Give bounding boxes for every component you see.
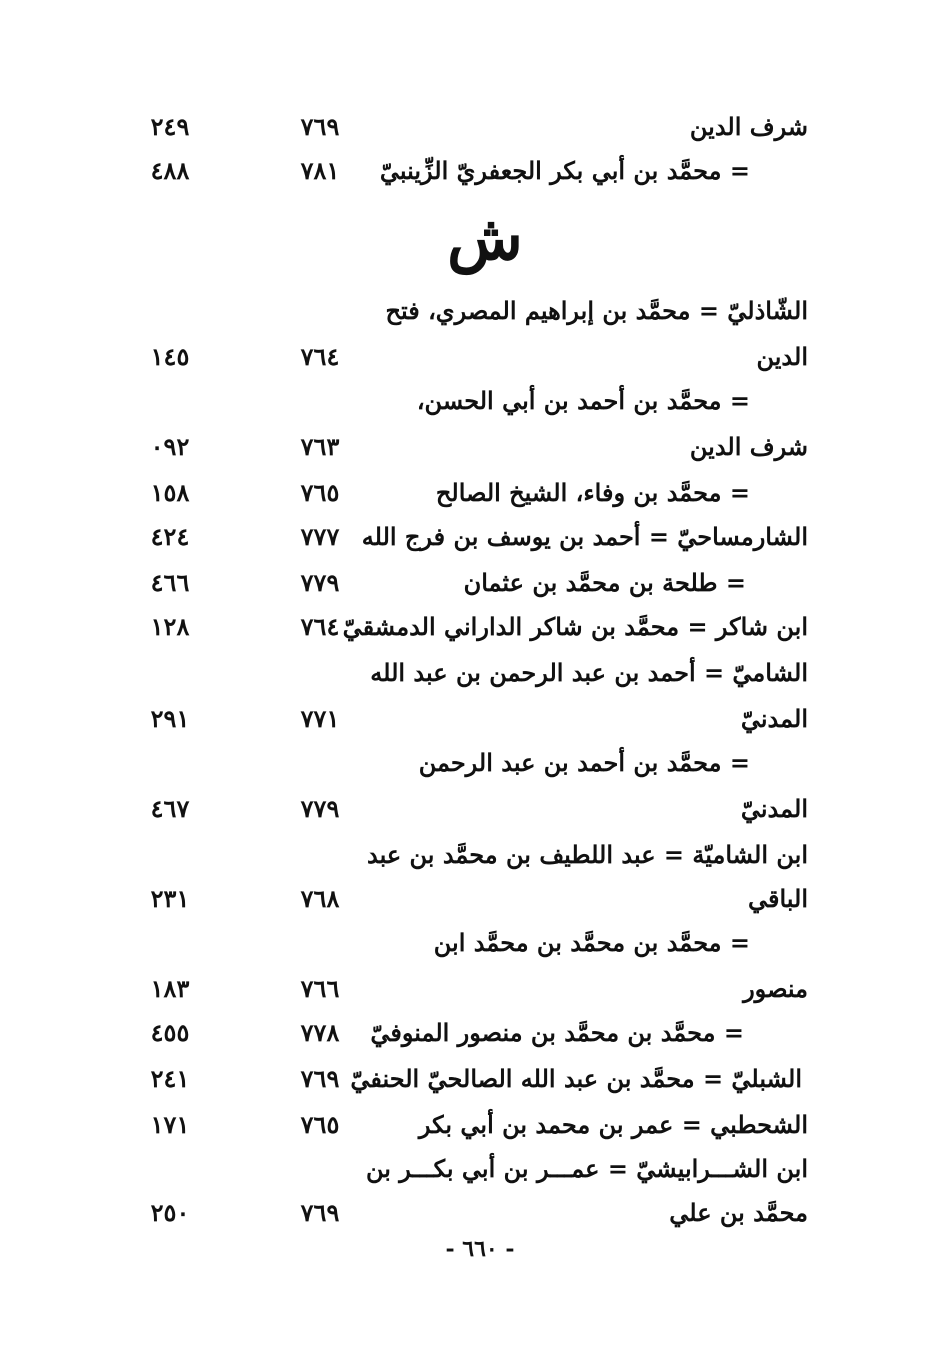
entry-name: = محمَّد بن أحمد بن أبي الحسن، bbox=[416, 386, 750, 415]
entry-name: ابن شاكر = محمَّد بن شاكر الداراني الدمشقيّ bbox=[342, 612, 808, 641]
index-row bbox=[0, 878, 942, 922]
entry-name: = محمَّد بن محمَّد بن محمَّد ابن bbox=[433, 928, 750, 957]
entry-year: ٧٧٧ bbox=[300, 522, 340, 551]
entry-year: ٧٧٨ bbox=[300, 1018, 340, 1047]
entry-name: = طلحة بن محمَّد بن عثمان bbox=[463, 568, 746, 597]
index-row bbox=[0, 834, 942, 878]
entry-year: ٧٧٩ bbox=[300, 794, 340, 823]
index-row bbox=[0, 698, 942, 742]
entry-name: الدين bbox=[756, 342, 808, 371]
entry-number: ١٧١ bbox=[150, 1110, 190, 1139]
entry-number: ٤٨٨ bbox=[150, 156, 190, 185]
entry-year: ٧٦٥ bbox=[300, 1110, 340, 1139]
index-row bbox=[0, 1012, 942, 1056]
index-row bbox=[0, 426, 942, 470]
entry-year: ٧٦٥ bbox=[300, 478, 340, 507]
entry-year: ٧٦٨ bbox=[300, 884, 340, 913]
entry-number: ٢٣١ bbox=[150, 884, 190, 913]
entry-name: الشحطبي = عمر بن محمد بن أبي بكر bbox=[418, 1110, 808, 1139]
entry-number: ٢٩١ bbox=[150, 704, 190, 733]
entry-name: شرف الدين bbox=[689, 112, 808, 141]
section-letter: ش bbox=[447, 201, 523, 274]
index-row bbox=[0, 922, 942, 966]
entry-name: الشّاذليّ = محمَّد بن إبراهيم المصري، فتح bbox=[385, 296, 808, 325]
entry-name: المدنيّ bbox=[740, 704, 808, 733]
index-row bbox=[0, 1104, 942, 1148]
entry-name: الشبليّ = محمَّد بن عبد الله الصالحيّ الحنفيّ bbox=[350, 1064, 802, 1093]
entry-number: ٤٦٦ bbox=[150, 568, 190, 597]
entry-name: منصور bbox=[743, 974, 808, 1003]
index-row bbox=[0, 106, 942, 150]
entry-year: ٧٦٦ bbox=[300, 974, 340, 1003]
entry-year: ٧٦٩ bbox=[300, 112, 340, 141]
index-row bbox=[0, 150, 942, 194]
entry-name: شرف الدين bbox=[689, 432, 808, 461]
entry-name: ابن الشـــرابيشيّ = عمـــر بن أبي بكـــر بن bbox=[366, 1154, 808, 1183]
entry-name: = محمَّد بن أبي بكر الجعفريّ الزِّينبيّ bbox=[379, 156, 750, 185]
index-row bbox=[0, 652, 942, 696]
entry-number: ١٨٣ bbox=[150, 974, 190, 1003]
entry-name: المدنيّ bbox=[740, 794, 808, 823]
entry-name: الباقي bbox=[747, 884, 808, 913]
entry-name: = محمَّد بن محمَّد بن منصور المنوفيّ bbox=[370, 1018, 744, 1047]
index-row bbox=[0, 788, 942, 832]
index-row bbox=[0, 742, 942, 786]
index-row bbox=[0, 1192, 942, 1236]
entry-number: ١٥٨ bbox=[150, 478, 190, 507]
index-row bbox=[0, 290, 942, 334]
entry-number: ٤٦٧ bbox=[150, 794, 190, 823]
entry-name: الشاميّ = أحمد بن عبد الرحمن بن عبد الله bbox=[370, 658, 808, 687]
entry-year: ٧٦٤ bbox=[300, 612, 340, 641]
index-row bbox=[0, 1148, 942, 1192]
index-row bbox=[0, 606, 942, 650]
entry-number: ١٤٥ bbox=[150, 342, 190, 371]
entry-year: ٧٨١ bbox=[300, 156, 340, 185]
page-number: - ٦٦٠ - bbox=[445, 1236, 515, 1262]
entry-number: ٤٢٤ bbox=[150, 522, 190, 551]
entry-name: = محمَّد بن وفاء، الشيخ الصالح bbox=[435, 478, 750, 507]
index-row bbox=[0, 562, 942, 606]
entry-number: ٤٥٥ bbox=[150, 1018, 190, 1047]
index-row bbox=[0, 336, 942, 380]
entry-year: ٧٧٩ bbox=[300, 568, 340, 597]
entry-name: محمَّد بن علي bbox=[669, 1198, 808, 1227]
entry-number: ١٢٨ bbox=[150, 612, 190, 641]
entry-year: ٧٦٩ bbox=[300, 1064, 340, 1093]
entry-number: ٢٥٠ bbox=[150, 1198, 190, 1227]
entry-name: الشارمساحيّ = أحمد بن يوسف بن فرج الله bbox=[361, 522, 808, 551]
entry-name: ابن الشاميّة = عبد اللطيف بن محمَّد بن عبد bbox=[367, 840, 808, 869]
index-row bbox=[0, 472, 942, 516]
index-row bbox=[0, 1058, 942, 1102]
index-row bbox=[0, 516, 942, 560]
entry-year: ٧٦٤ bbox=[300, 342, 340, 371]
entry-number: ٠٩٢ bbox=[150, 432, 190, 461]
entry-name: = محمَّد بن أحمد بن عبد الرحمن bbox=[418, 748, 750, 777]
entry-year: ٧٦٣ bbox=[300, 432, 340, 461]
entry-number: ٢٤٩ bbox=[150, 112, 190, 141]
entry-year: ٧٦٩ bbox=[300, 1198, 340, 1227]
entry-number: ٢٤١ bbox=[150, 1064, 190, 1093]
index-row bbox=[0, 380, 942, 424]
index-row bbox=[0, 968, 942, 1012]
entry-year: ٧٧١ bbox=[300, 704, 340, 733]
